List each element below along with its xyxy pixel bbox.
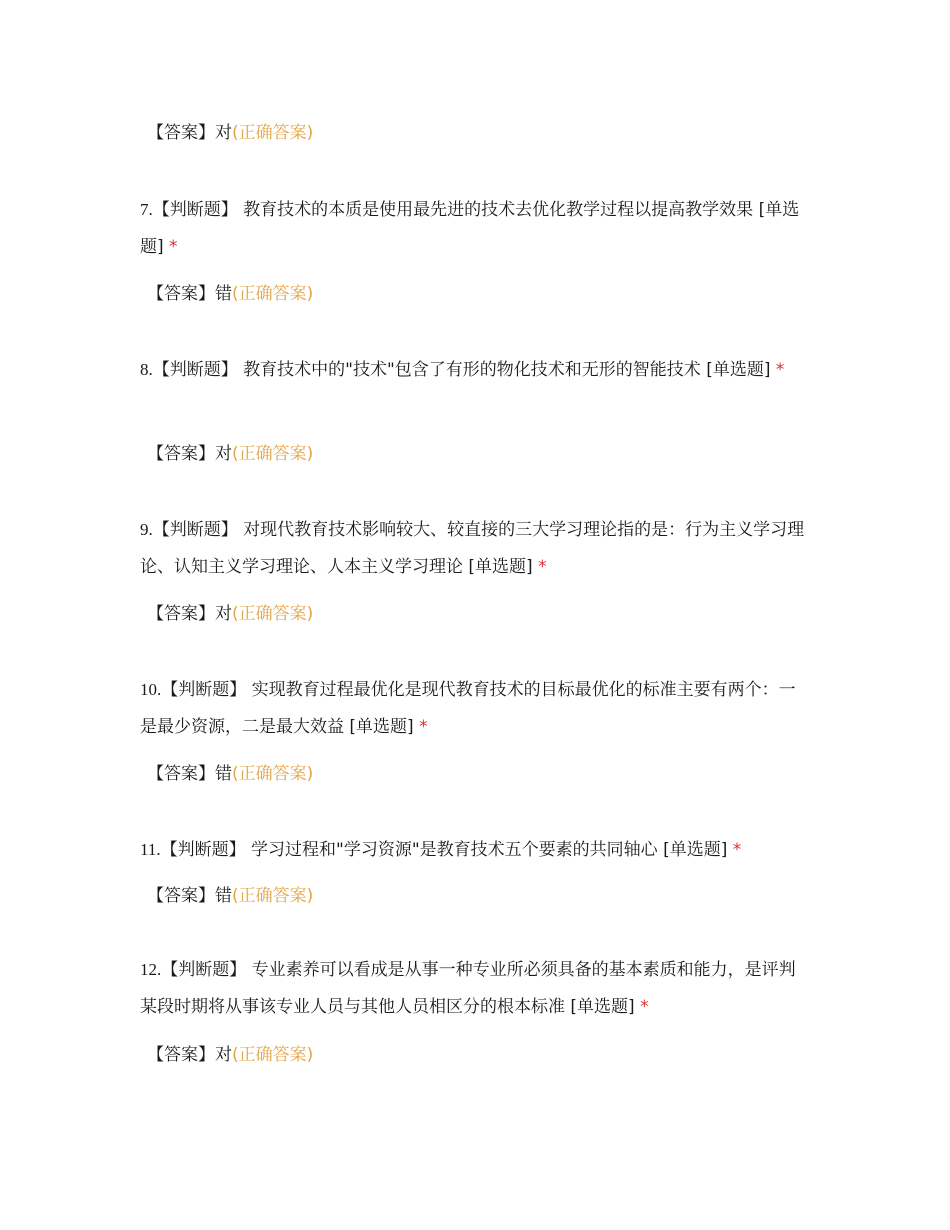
answer-prefix: 【答案】 — [147, 444, 215, 464]
answer-line-12 — [147, 1043, 313, 1067]
required-star: * — [732, 840, 742, 860]
question-7 — [140, 191, 812, 266]
question-10 — [140, 671, 812, 746]
correct-answer-label: (正确答案) — [232, 1045, 314, 1065]
correct-answer-label: (正确答案) — [232, 764, 314, 784]
answer-value: 对 — [215, 604, 232, 624]
question-12 — [140, 951, 812, 1026]
question-number: 7. — [140, 200, 153, 219]
answer-value: 对 — [215, 444, 232, 464]
question-11 — [140, 831, 812, 869]
required-star: * — [538, 557, 547, 577]
answer-value: 错 — [215, 764, 232, 784]
question-number: 9. — [140, 520, 153, 539]
question-type: 【判断题】 — [161, 960, 247, 980]
question-tag: [单选题] — [468, 557, 533, 577]
question-number: 8. — [140, 360, 153, 379]
correct-answer-label: (正确答案) — [232, 886, 314, 906]
question-type: 【判断题】 — [152, 520, 238, 540]
correct-answer-label: (正确答案) — [232, 604, 314, 624]
answer-prefix: 【答案】 — [147, 123, 215, 143]
required-star: * — [640, 997, 649, 1017]
question-text: 教育技术的本质是使用最先进的技术去优化教学过程以提高教学效果 — [243, 200, 754, 220]
question-type: 【判断题】 — [160, 840, 246, 860]
answer-line-10 — [147, 762, 313, 786]
question-tag: [单选题] — [140, 200, 800, 257]
answer-value: 对 — [215, 1045, 232, 1065]
answer-prefix: 【答案】 — [147, 284, 215, 304]
required-star: * — [775, 360, 785, 380]
question-tag: [单选题] — [663, 840, 728, 860]
correct-answer-label: (正确答案) — [232, 284, 314, 304]
question-type: 【判断题】 — [152, 360, 238, 380]
correct-answer-label: (正确答案) — [232, 444, 314, 464]
answer-value: 对 — [215, 123, 232, 143]
answer-prefix: 【答案】 — [147, 764, 215, 784]
question-9 — [140, 511, 812, 586]
question-text: 专业素养可以看成是从事一种专业所必须具备的基本素质和能力，是评判某段时期将从事该专业人员与其他人员相区分的根本标准 — [140, 960, 796, 1017]
answer-prefix: 【答案】 — [147, 604, 215, 624]
question-text: 对现代教育技术影响较大、较直接的三大学习理论指的是：行为主义学习理论、认知主义学习理论、人本主义学习理论 — [140, 520, 805, 577]
answer-value: 错 — [215, 284, 232, 304]
answer-line-11 — [147, 884, 313, 908]
question-type: 【判断题】 — [152, 200, 238, 220]
question-number: 11. — [140, 840, 161, 859]
question-text: 学习过程和"学习资源"是教育技术五个要素的共同轴心 — [251, 840, 658, 860]
answer-line-8 — [147, 442, 313, 466]
question-tag: [单选题] — [570, 997, 635, 1017]
question-number: 10. — [140, 680, 162, 699]
question-8 — [140, 351, 812, 389]
required-star: * — [169, 237, 178, 257]
answer-value: 错 — [215, 886, 232, 906]
question-tag: [单选题] — [349, 717, 414, 737]
answer-line-7 — [147, 282, 313, 306]
answer-line-9 — [147, 602, 313, 626]
correct-answer-label: (正确答案) — [232, 123, 314, 143]
required-star: * — [419, 717, 428, 737]
answer-prefix: 【答案】 — [147, 886, 215, 906]
question-text: 教育技术中的"技术"包含了有形的物化技术和无形的智能技术 — [243, 360, 701, 380]
question-type: 【判断题】 — [161, 680, 247, 700]
question-tag: [单选题] — [706, 360, 771, 380]
question-text: 实现教育过程最优化是现代教育技术的目标最优化的标准主要有两个：一是最少资源，二是最大效益 — [140, 680, 796, 737]
answer-line-top — [147, 121, 313, 145]
answer-prefix: 【答案】 — [147, 1045, 215, 1065]
question-number: 12. — [140, 960, 162, 979]
